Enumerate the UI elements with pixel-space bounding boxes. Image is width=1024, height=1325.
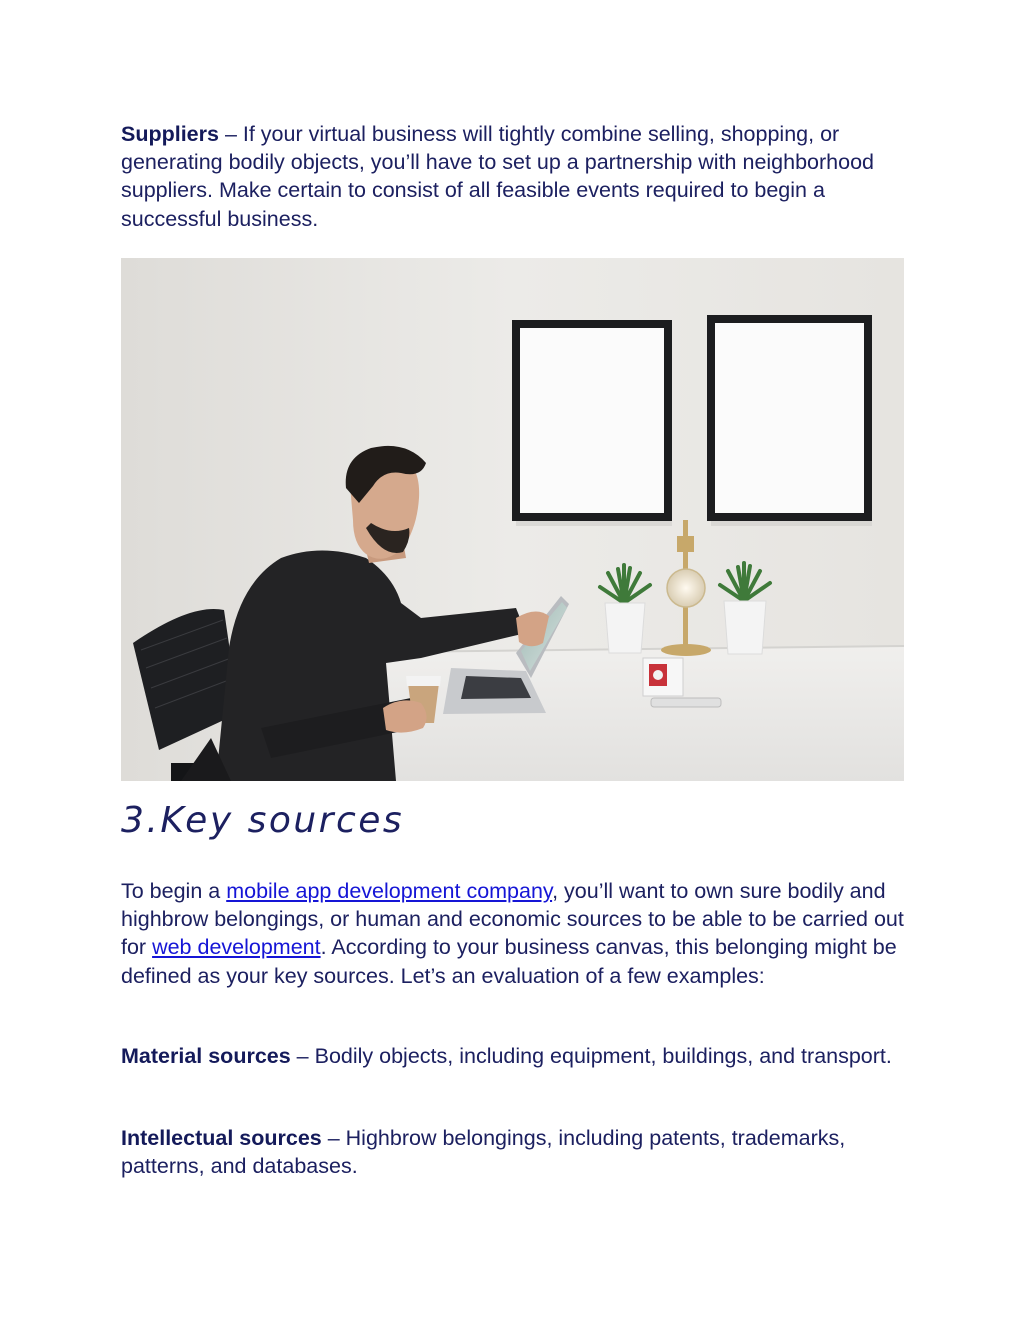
section-heading: 3.Key sources: [121, 800, 405, 841]
suppliers-term: Suppliers: [121, 122, 219, 146]
intellectual-sources-paragraph: [121, 1124, 905, 1180]
mobile-app-development-link[interactable]: mobile app development company: [226, 879, 553, 903]
key-sources-paragraph: [121, 877, 905, 990]
intellectual-sources-text: – Highbrow belongings, including patents, trademarks, patterns, and databases.: [121, 1126, 846, 1179]
key-sources-text-1: To begin a: [121, 879, 227, 903]
suppliers-paragraph: [121, 120, 905, 233]
key-sources-text-2: , you’ll want to own sure bodily and highbrow belongings, or human and economic sources to be able to be carried out for: [121, 879, 904, 960]
office-photo: [121, 258, 904, 781]
web-development-link[interactable]: web development: [152, 935, 321, 960]
material-sources-term: Material sources: [121, 1044, 291, 1068]
intellectual-sources-term: Intellectual sources: [121, 1126, 322, 1150]
key-sources-text-3: . According to your business canvas, this belonging might be defined as your key sources. Let’s an evaluation of a few examples:: [121, 935, 897, 988]
material-sources-paragraph: [121, 1042, 905, 1070]
suppliers-text: – If your virtual business will tightly combine selling, shopping, or generating bodily objects, you’ll have to set up a partnership with neighborhood suppliers. Make certain to consist of all feasible events required to begin a successful business.: [121, 122, 874, 231]
material-sources-text: – Bodily objects, including equipment, buildings, and transport.: [290, 1044, 892, 1068]
